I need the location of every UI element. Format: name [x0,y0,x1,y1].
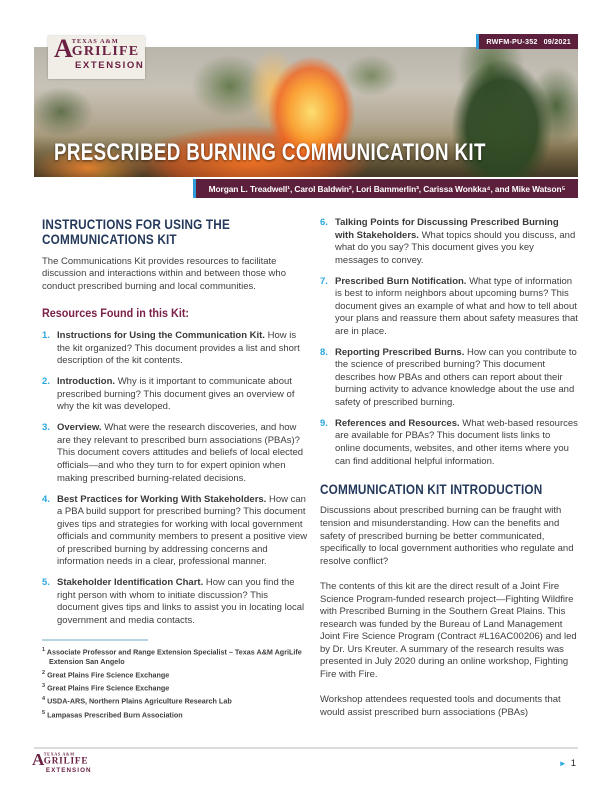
footnote-4: $^4$ USDA-ARS, Northern Plains Agriculture Research Lab [42,696,232,706]
item-text: Stakeholder Identification Chart. How can you find the right person with whom to initiate discussion? This document gives tips and links to assist you in locating local government and media contacts. [57,577,305,626]
section-heading-instructions: INSTRUCTIONS FOR USING THE COMMUNICATIONS KIT [42,216,230,248]
header-photo-prescribed-fire [34,34,578,177]
item-text: Introduction. Why is it important to communicate about prescribed burning? This document gives an overview of why the kit was developed. [57,376,295,413]
logo-extension: EXTENSION [75,59,145,71]
item-text: Best Practices for Working With Stakeholders. How can a PBA build support for prescribed burning? This document gives tips and strategies for working with local government officials and community members to present a positive view of prescribed burning by addressing concerns and information needs in a clear, professional manner. [57,493,308,568]
resource-item-6 [320,217,578,267]
logo-extension: EXTENSION [45,766,92,774]
resources-subheading: Resources Found in this Kit: [42,306,190,321]
footer-divider [34,747,578,749]
item-number: 8. [320,346,328,358]
footnote-1: $^1$ Associate Professor and Range Extension Specialist – Texas A&M AgriLife Extension San Angelo [42,647,302,667]
authors-text: Morgan L. Treadwell¹, Carol Baldwin², Lori Bammerlin³, Carissa Wonkka⁴, and Mike Watson⁵ [208,183,566,194]
authors-bar [193,179,578,198]
resource-item-5 [42,577,310,627]
footnote-5: $^5$ Lampasas Prescribed Burn Association [42,709,183,720]
item-text: Talking Points for Discussing Prescribed Burning with Stakeholders. What topics should you discuss, and what do you say? This document gives you key messages to convey. [335,217,576,266]
logo-texas-am: TEXAS A&M [43,752,75,757]
page-arrow-icon: ► [558,758,567,768]
item-number: 7. [320,275,328,287]
item-text: Reporting Prescribed Burns. How can you contribute to the science of prescribed burning? This document describes how PBAs and others can report about their burning activity to advance knowledge about the use and safety of prescribed burning. [335,346,577,408]
page-number [559,758,576,769]
instructions-intro-paragraph: The Communications Kit provides resources to facilitate discussion and interactions within and between those who conduct prescribed burning and local communities. [42,255,286,292]
publication-date: 09/2021 [543,37,571,46]
section-heading-introduction: COMMUNICATION KIT INTRODUCTION [320,481,543,498]
agrilife-logo [54,34,145,71]
item-number: 4. [42,493,50,505]
item-number: 9. [320,417,328,429]
resource-item-2 [42,376,310,414]
item-number: 6. [320,217,328,228]
footnote-divider [42,639,148,641]
document-title: PRESCRIBED BURNING COMMUNICATION KIT [54,139,486,166]
resource-item-4 [42,494,310,569]
resource-item-1 [42,330,310,368]
footnote-2: $^2$ Great Plains Fire Science Exchange [42,669,170,680]
agrilife-logo-box [48,36,145,79]
item-number: 5. [42,577,50,589]
item-text: Overview. What were the research discoveries, and how are they relevant to prescribed burn associations (PBAs)? This document covers attitudes and beliefs of local elected officials—and who they turn to for expert opinion when making prescribed burning-related decisions. [57,422,304,484]
logo-letter-a: A [54,34,73,63]
resource-item-9 [320,418,578,468]
footer-agrilife-logo [32,749,92,774]
publication-number-badge [476,34,578,49]
introduction-paragraph-1: Discussions about prescribed burning can be fraught with tension and misunderstanding. How can the benefits and safety of prescribed burning be better communicated, specifically to local government authorities who regulate and resolve conflict? [320,505,574,567]
logo-grilife: GRILIFE [71,44,140,60]
resource-item-8 [320,347,578,410]
item-text: References and Resources. What web-based resources are available for PBAs? This document lists links to online documents, websites, and other items where you can find additional helpful information. [335,417,578,467]
footnotes-block [42,639,310,719]
logo-texas-am: TEXAS A&M [71,38,119,45]
right-column [320,217,578,732]
publication-id: RWFM-PU-352 [486,37,538,46]
introduction-paragraph-3: Workshop attendees requested tools and documents that would assist prescribed burn associations (PBAs) [320,694,561,718]
item-text: Prescribed Burn Notification. What type of information is best to inform neighbors about upcoming burns? This document gives an example of what and how to tell about your plans and reassure them about safety measures that are in place. [335,275,578,337]
page-number-value: 1 [570,758,576,769]
resource-item-7 [320,276,578,339]
footnote-3: $^3$ Great Plains Fire Science Exchange [42,683,170,693]
item-number: 3. [42,422,50,434]
resource-item-3 [42,422,310,485]
item-number: 1. [42,330,50,342]
logo-letter-a: A [32,749,45,769]
left-column [42,217,310,723]
introduction-paragraph-2: The contents of this kit are the direct result of a Joint Fire Science Program-funded research project—Fighting Wildfire with Prescribed Burning in the Southern Great Plains. This research was funded by the Bureau of Land Management Joint Fire Science Program (Contract #L16AC00206) and led by Dr. Urs Kreuter. A summary of the research results was presented in July 2020 during an online workshop, Fighting Fire with Fire. [320,581,577,680]
item-number: 2. [42,376,50,388]
logo-grilife: GRILIFE [43,756,89,767]
item-text: Instructions for Using the Communication Kit. How is the kit organized? This document provides a list and short description of the kit contents. [57,330,300,367]
